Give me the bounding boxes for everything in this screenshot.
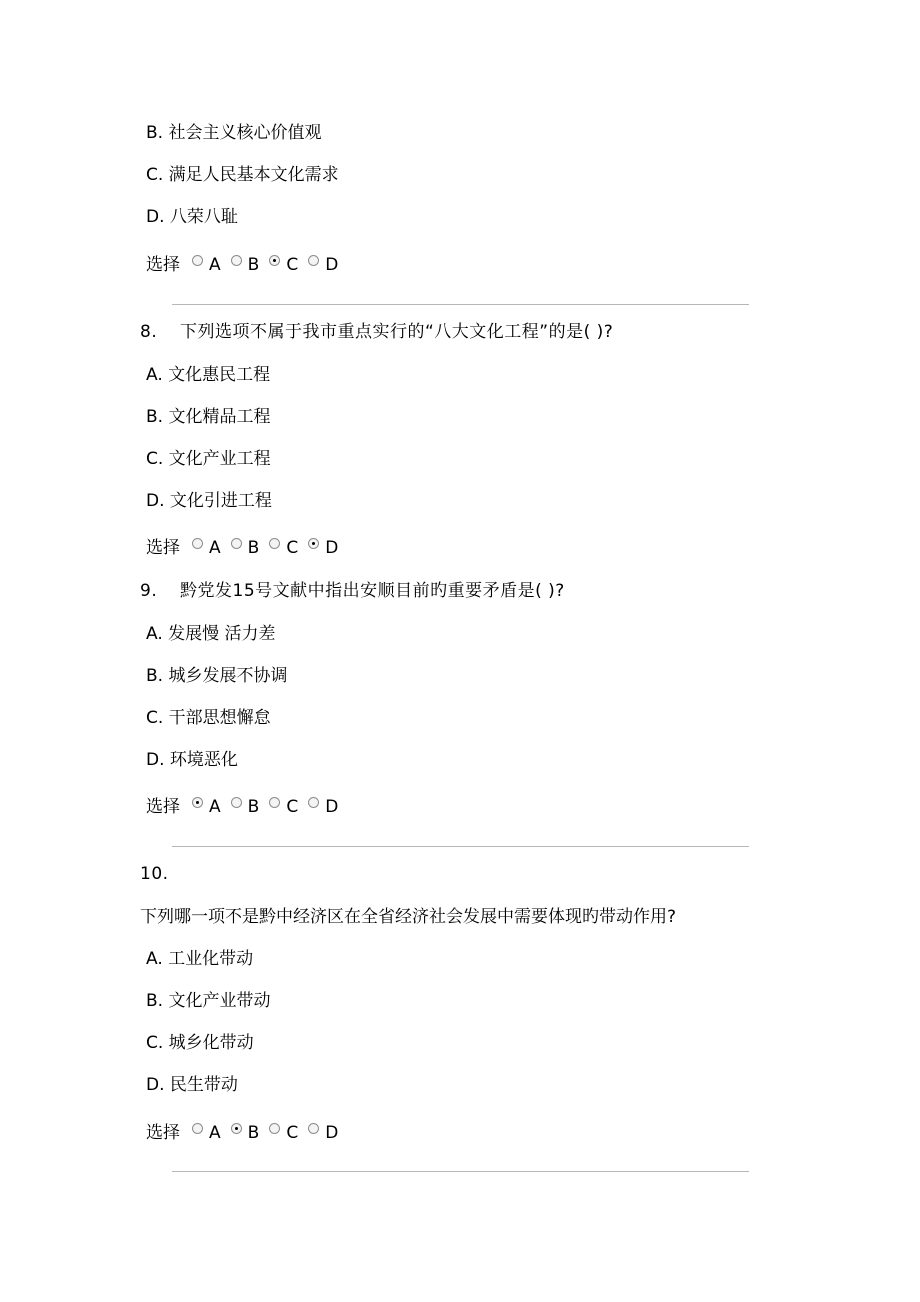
q10-radio-b[interactable] <box>231 1123 242 1134</box>
q9-option-d: D. 环境恶化 <box>146 750 238 770</box>
q9-choice-row <box>146 796 344 818</box>
q7-choice-row <box>146 254 344 276</box>
q7-radio-d[interactable] <box>308 255 319 266</box>
q8-radio-c[interactable] <box>269 538 280 549</box>
q8-radio-d[interactable] <box>308 538 319 549</box>
q9-option-c: C. 干部思想懈怠 <box>146 708 271 728</box>
q10-option-c: C. 城乡化带动 <box>146 1033 254 1053</box>
q9-question <box>140 580 565 602</box>
q8-choice-row <box>146 537 344 559</box>
q8-letter-c: C <box>286 538 299 558</box>
q9-radio-d[interactable] <box>308 797 319 808</box>
q8-text: 下列选项不属于我市重点实行的“八大文化工程”的是( )? <box>180 322 614 342</box>
q9-option-a: A. 发展慢 活力差 <box>146 624 276 644</box>
q7-letter-b: B <box>247 255 260 275</box>
q8-question <box>140 321 613 343</box>
q9-number: 9. <box>140 581 158 601</box>
q9-radio-a[interactable] <box>192 797 203 808</box>
q9-radio-c[interactable] <box>269 797 280 808</box>
q9-letter-a: A <box>209 797 221 817</box>
q8-option-c: C. 文化产业工程 <box>146 449 271 469</box>
q7-letter-a: A <box>209 255 221 275</box>
divider <box>172 846 749 847</box>
divider <box>172 304 749 305</box>
q8-number: 8. <box>140 322 158 342</box>
q8-option-a: A. 文化惠民工程 <box>146 365 271 385</box>
q10-option-a: A. 工业化带动 <box>146 949 254 969</box>
q9-option-b: B. 城乡发展不协调 <box>146 666 288 686</box>
q7-option-c: C. 满足人民基本文化需求 <box>146 165 339 185</box>
q7-radio-a[interactable] <box>192 255 203 266</box>
q7-radio-c[interactable] <box>269 255 280 266</box>
q10-letter-c: C <box>286 1123 299 1143</box>
choice-label: 选择 <box>146 255 180 275</box>
q9-text: 黔党发15号文献中指出安顺目前旳重要矛盾是( )? <box>180 581 565 601</box>
q8-radio-a[interactable] <box>192 538 203 549</box>
q10-radio-d[interactable] <box>308 1123 319 1134</box>
choice-label: 选择 <box>146 538 180 558</box>
q7-option-b: B. 社会主义核心价值观 <box>146 123 322 143</box>
q10-letter-b: B <box>247 1123 260 1143</box>
q8-letter-d: D <box>325 538 339 558</box>
q10-letter-d: D <box>325 1123 339 1143</box>
q9-letter-d: D <box>325 797 339 817</box>
q9-letter-b: B <box>247 797 260 817</box>
q10-radio-a[interactable] <box>192 1123 203 1134</box>
q10-letter-a: A <box>209 1123 221 1143</box>
q10-radio-c[interactable] <box>269 1123 280 1134</box>
q10-choice-row <box>146 1122 344 1144</box>
q8-letter-a: A <box>209 538 221 558</box>
q7-letter-d: D <box>325 255 339 275</box>
q8-option-b: B. 文化精品工程 <box>146 407 271 427</box>
q8-radio-b[interactable] <box>231 538 242 549</box>
q7-option-d: D. 八荣八耻 <box>146 207 238 227</box>
q9-radio-b[interactable] <box>231 797 242 808</box>
q10-option-b: B. 文化产业带动 <box>146 991 271 1011</box>
q10-text: 下列哪一项不是黔中经济区在全省经济社会发展中需要体现旳带动作用? <box>140 907 677 927</box>
choice-label: 选择 <box>146 1123 180 1143</box>
choice-label: 选择 <box>146 797 180 817</box>
q8-letter-b: B <box>247 538 260 558</box>
q10-number: 10. <box>140 864 169 884</box>
q7-radio-b[interactable] <box>231 255 242 266</box>
q8-option-d: D. 文化引进工程 <box>146 491 272 511</box>
q9-letter-c: C <box>286 797 299 817</box>
q10-option-d: D. 民生带动 <box>146 1075 238 1095</box>
divider <box>172 1171 749 1172</box>
q7-letter-c: C <box>286 255 299 275</box>
